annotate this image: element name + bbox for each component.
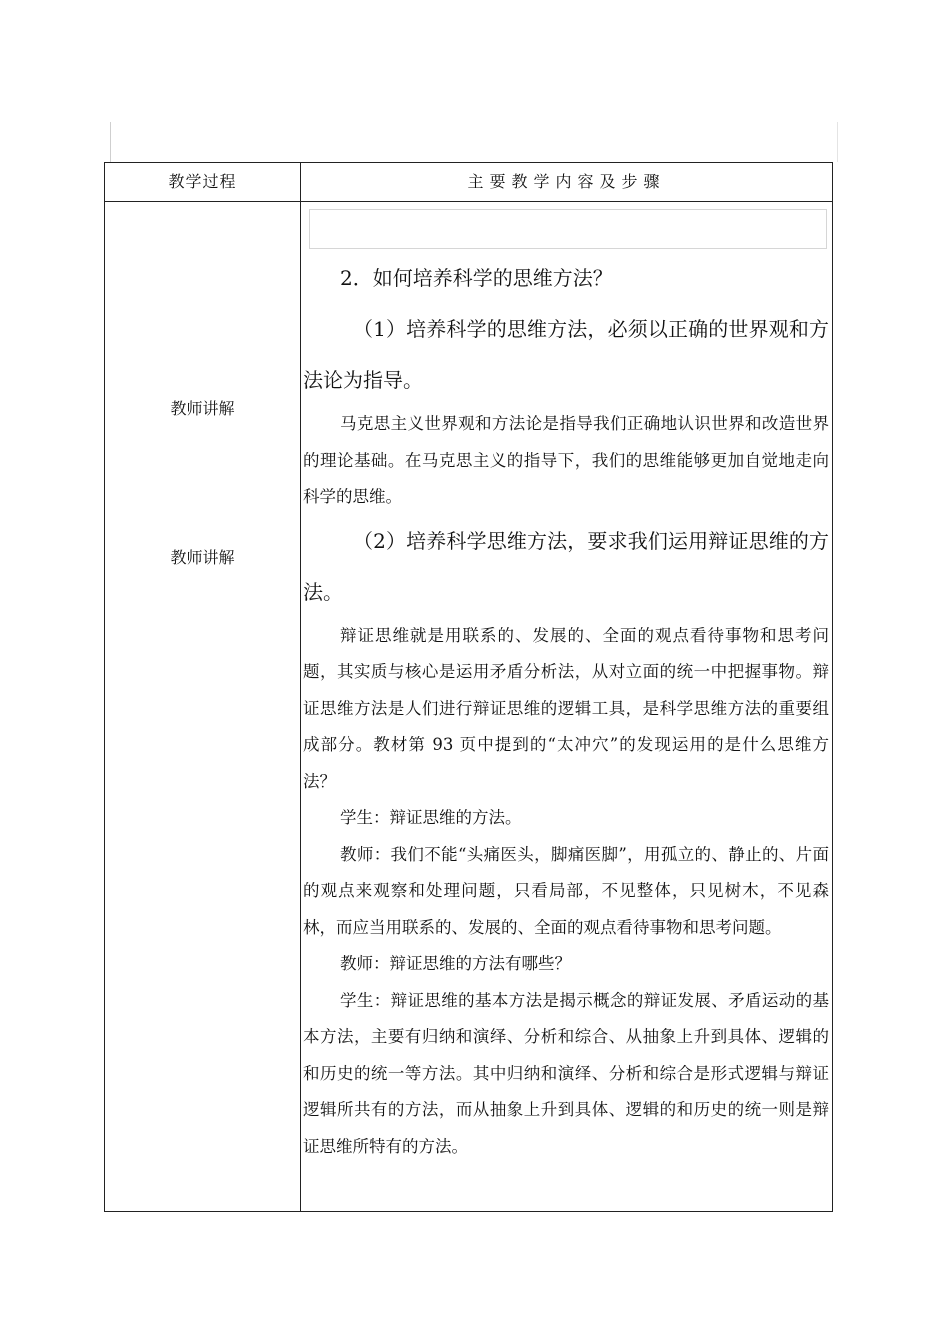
teacher-question-2: 教师：辩证思维的方法有哪些？	[340, 954, 571, 973]
header-divider	[105, 201, 832, 202]
column-divider	[300, 163, 301, 1211]
header-main-content: 主要教学内容及步骤	[467, 172, 666, 191]
empty-inner-box	[309, 209, 827, 249]
point-1-heading: （1）培养科学的思维方法，必须以正确的世界观和方法论为指导。	[303, 317, 829, 392]
teacher-remark-1: 教师：我们不能“头痛医头，脚痛医脚”，用孤立的、静止的、片面的观点来观察和处理问题，只看局部，不见整体，只见树木，不见森林，而应当用联系的、发展的、全面的观点看待事物和思考问题。	[303, 844, 829, 937]
top-frame-lines	[110, 122, 838, 162]
left-label-teacher-explain-1: 教师讲解	[170, 399, 235, 418]
left-label-teacher-explain-2: 教师讲解	[170, 548, 235, 567]
lesson-plan-table	[104, 162, 833, 1212]
student-answer-2: 学生：辩证思维的基本方法是揭示概念的辩证发展、矛盾运动的基本方法，主要有归纳和演绎、分析和综合、从抽象上升到具体、逻辑的和历史的统一等方法。其中归纳和演绎、分析和综合是形式逻辑与辩证逻辑所共有的方法，而从抽象上升到具体、逻辑的和历史的统一则是辩证思维所特有的方法。	[303, 990, 829, 1156]
content-cell	[303, 253, 829, 1165]
point-1-explanation: 马克思主义世界观和方法论是指导我们正确地认识世界和改造世界的理论基础。在马克思主义的指导下，我们的思维能够更加自觉地走向科学的思维。	[303, 414, 829, 506]
question-heading: 2．如何培养科学的思维方法？	[340, 266, 613, 290]
header-teaching-process: 教学过程	[168, 172, 237, 191]
point-2-heading: （2）培养科学思维方法，要求我们运用辩证思维的方法。	[303, 528, 829, 604]
student-answer-1: 学生：辩证思维的方法。	[340, 808, 522, 827]
dialectical-thinking-definition: 辩证思维就是用联系的、发展的、全面的观点看待事物和思考问题，其实质与核心是运用矛盾分析法，从对立面的统一中把握事物。辩证思维方法是人们进行辩证思维的逻辑工具，是科学思维方法的重要组成部分。教材第 93 页中提到的“太冲穴”的发现运用的是什么思维方法？	[303, 625, 829, 791]
